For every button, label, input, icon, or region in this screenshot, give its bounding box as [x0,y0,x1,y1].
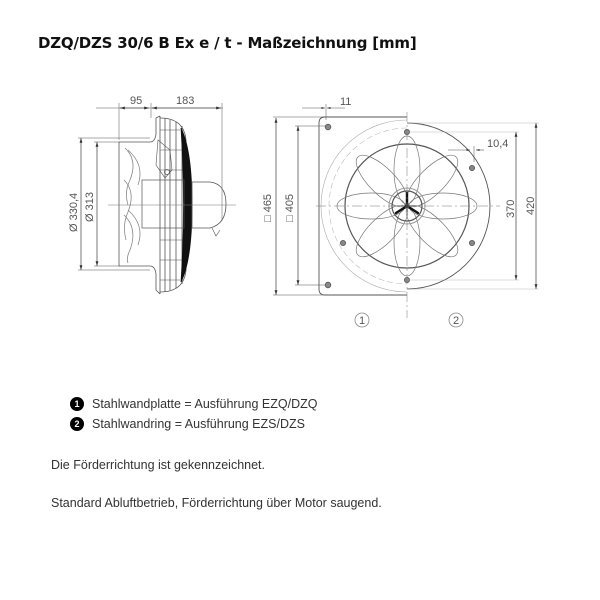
variant-marker-1: 1 [359,315,366,327]
dim-offset-ring: 10,4 [487,138,509,150]
dim-plate-inner: □ 405 [284,193,296,222]
legend-text: Stahlwandring = Ausführung EZS/DZS [92,417,305,431]
note-direction: Die Förderrichtung ist gekennzeichnet. [51,458,266,472]
variant-marker-2: 2 [453,315,460,327]
dim-depth-motor: 183 [176,95,195,107]
page-title: DZQ/DZS 30/6 B Ex e / t - Maßzeichnung [mm] [38,34,417,52]
dim-diameter-inner: Ø 313 [84,192,96,222]
dim-plate-outer: □ 465 [262,193,274,222]
number-badge-icon: 2 [70,417,84,431]
dim-ring-outer: 420 [525,196,537,215]
dim-diameter-outer: Ø 330,4 [68,192,80,232]
dim-offset-top: 11 [340,96,352,108]
legend-item-2 [70,414,317,434]
legend [70,394,317,434]
side-view [78,103,236,294]
dim-ring-inner: 370 [505,199,517,218]
legend-text: Stahlwandplatte = Ausführung EZQ/DZQ [92,397,318,411]
number-badge-icon: 1 [70,397,84,411]
dim-depth-front: 95 [130,95,143,107]
legend-item-1 [70,394,317,414]
note-standard: Standard Abluftbetrieb, Förderrichtung über Motor saugend. [51,496,382,510]
